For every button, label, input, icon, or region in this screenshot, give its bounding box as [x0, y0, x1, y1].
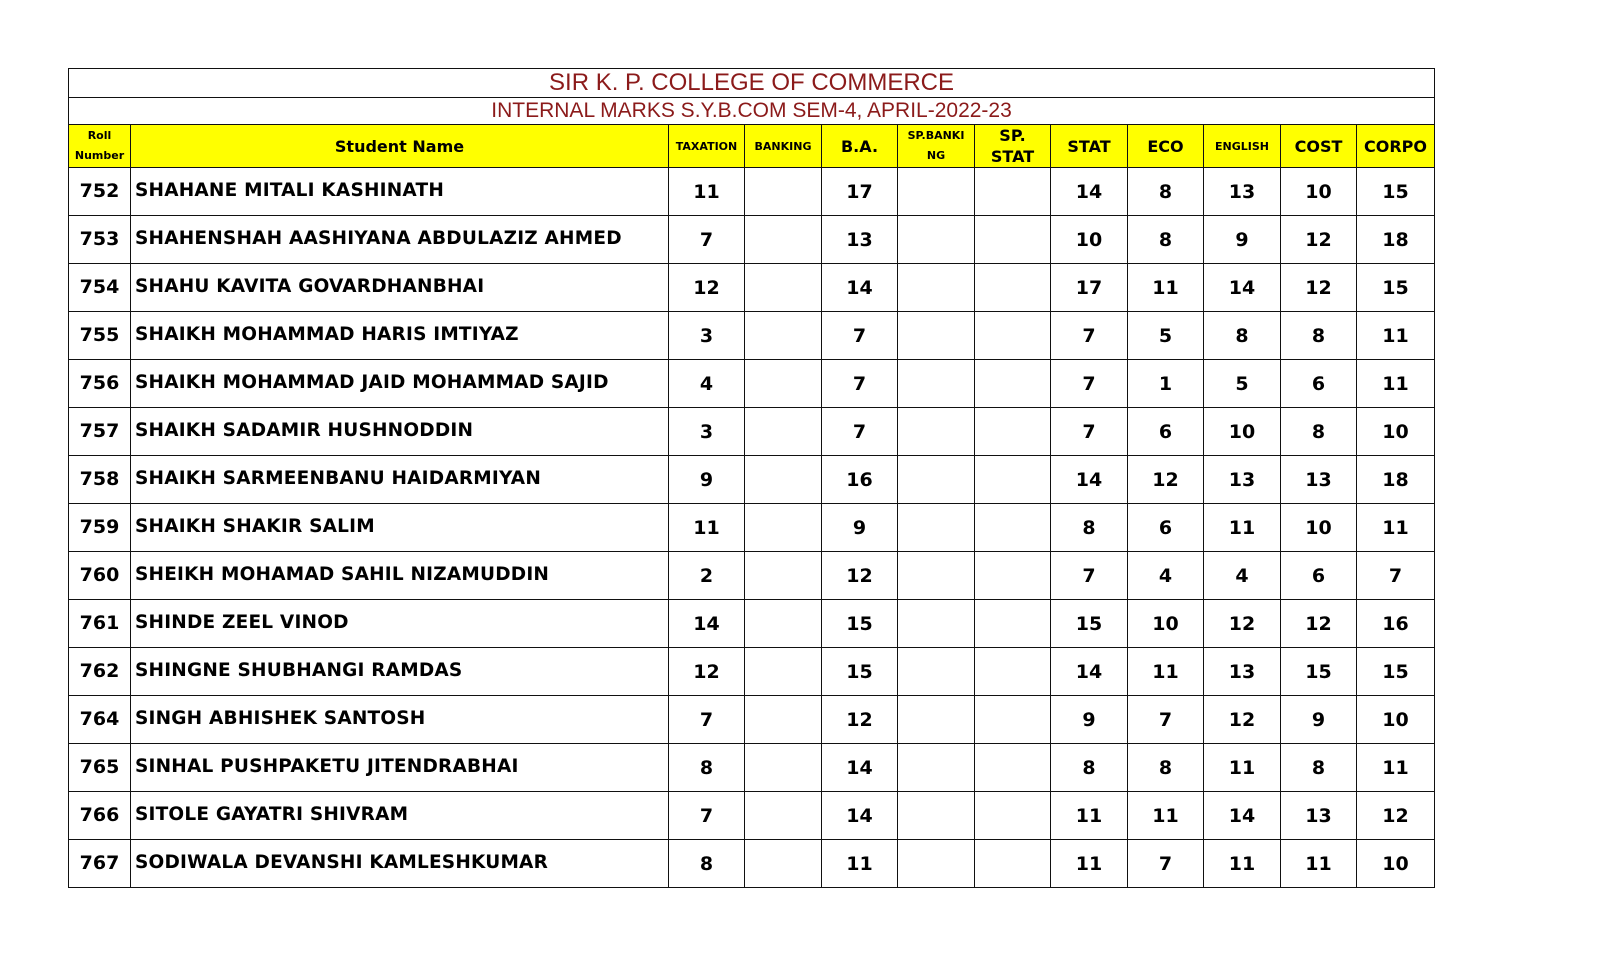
cell-banking	[745, 600, 822, 648]
cell-stat: 14	[1051, 168, 1128, 216]
cell-taxation: 3	[669, 312, 745, 360]
cell-eco: 8	[1128, 216, 1204, 264]
cell-eco: 4	[1128, 552, 1204, 600]
cell-sp-banking	[898, 264, 975, 312]
cell-roll: 759	[69, 504, 131, 552]
cell-ba: 12	[822, 552, 898, 600]
cell-ba: 9	[822, 504, 898, 552]
cell-ba: 14	[822, 264, 898, 312]
cell-cost: 8	[1281, 744, 1357, 792]
cell-banking	[745, 312, 822, 360]
cell-cost: 12	[1281, 264, 1357, 312]
cell-english: 13	[1204, 648, 1281, 696]
cell-name: SHAHANE MITALI KASHINATH	[131, 168, 669, 216]
cell-eco: 6	[1128, 408, 1204, 456]
cell-banking	[745, 744, 822, 792]
cell-cost: 9	[1281, 696, 1357, 744]
cell-name: SHAIKH SADAMIR HUSHNODDIN	[131, 408, 669, 456]
cell-eco: 6	[1128, 504, 1204, 552]
cell-roll: 760	[69, 552, 131, 600]
table-row	[69, 840, 1435, 888]
cell-sp-stat	[975, 264, 1051, 312]
cell-ba: 7	[822, 360, 898, 408]
header-cost: COST	[1281, 125, 1357, 168]
cell-eco: 8	[1128, 744, 1204, 792]
table-row	[69, 744, 1435, 792]
cell-cost: 8	[1281, 312, 1357, 360]
cell-sp-banking	[898, 600, 975, 648]
cell-english: 12	[1204, 600, 1281, 648]
cell-sp-stat	[975, 168, 1051, 216]
cell-cost: 6	[1281, 552, 1357, 600]
cell-ba: 16	[822, 456, 898, 504]
cell-ba: 13	[822, 216, 898, 264]
cell-roll: 753	[69, 216, 131, 264]
cell-ba: 11	[822, 840, 898, 888]
cell-name: SHAIKH SHAKIR SALIM	[131, 504, 669, 552]
cell-banking	[745, 552, 822, 600]
cell-ba: 14	[822, 792, 898, 840]
college-name: SIR K. P. COLLEGE OF COMMERCE	[69, 69, 1435, 98]
cell-corpo: 16	[1357, 600, 1435, 648]
cell-sp-stat	[975, 600, 1051, 648]
cell-ba: 7	[822, 408, 898, 456]
cell-corpo: 11	[1357, 504, 1435, 552]
cell-stat: 11	[1051, 792, 1128, 840]
cell-sp-stat	[975, 792, 1051, 840]
cell-roll: 761	[69, 600, 131, 648]
cell-name: SHINDE ZEEL VINOD	[131, 600, 669, 648]
cell-banking	[745, 696, 822, 744]
cell-taxation: 11	[669, 168, 745, 216]
column-header-row	[69, 125, 1435, 168]
cell-cost: 13	[1281, 792, 1357, 840]
cell-sp-stat	[975, 216, 1051, 264]
cell-sp-stat	[975, 744, 1051, 792]
cell-cost: 13	[1281, 456, 1357, 504]
cell-sp-banking	[898, 168, 975, 216]
header-roll-number	[69, 125, 131, 168]
cell-corpo: 11	[1357, 312, 1435, 360]
cell-corpo: 18	[1357, 456, 1435, 504]
cell-stat: 10	[1051, 216, 1128, 264]
cell-ba: 12	[822, 696, 898, 744]
cell-sp-stat	[975, 648, 1051, 696]
cell-sp-banking	[898, 216, 975, 264]
cell-roll: 767	[69, 840, 131, 888]
cell-corpo: 11	[1357, 360, 1435, 408]
cell-name: SHAIKH MOHAMMAD HARIS IMTIYAZ	[131, 312, 669, 360]
cell-eco: 5	[1128, 312, 1204, 360]
cell-english: 12	[1204, 696, 1281, 744]
header-banking: BANKING	[745, 125, 822, 168]
table-row	[69, 408, 1435, 456]
cell-roll: 755	[69, 312, 131, 360]
cell-name: SINHAL PUSHPAKETU JITENDRABHAI	[131, 744, 669, 792]
cell-ba: 14	[822, 744, 898, 792]
cell-ba: 15	[822, 600, 898, 648]
cell-eco: 8	[1128, 168, 1204, 216]
table-row	[69, 360, 1435, 408]
cell-name: SODIWALA DEVANSHI KAMLESHKUMAR	[131, 840, 669, 888]
cell-roll: 756	[69, 360, 131, 408]
cell-banking	[745, 264, 822, 312]
cell-cost: 10	[1281, 168, 1357, 216]
cell-taxation: 9	[669, 456, 745, 504]
cell-name: SHAIKH MOHAMMAD JAID MOHAMMAD SAJID	[131, 360, 669, 408]
cell-banking	[745, 648, 822, 696]
cell-name: SHAIKH SARMEENBANU HAIDARMIYAN	[131, 456, 669, 504]
cell-stat: 7	[1051, 312, 1128, 360]
cell-sp-banking	[898, 696, 975, 744]
cell-roll: 762	[69, 648, 131, 696]
cell-name: SINGH ABHISHEK SANTOSH	[131, 696, 669, 744]
cell-sp-banking	[898, 360, 975, 408]
table-row	[69, 792, 1435, 840]
cell-taxation: 8	[669, 744, 745, 792]
cell-english: 11	[1204, 744, 1281, 792]
cell-sp-stat	[975, 696, 1051, 744]
table-row	[69, 552, 1435, 600]
header-student-name: Student Name	[131, 125, 669, 168]
cell-cost: 10	[1281, 504, 1357, 552]
header-eco: ECO	[1128, 125, 1204, 168]
cell-stat: 8	[1051, 744, 1128, 792]
cell-name: SHEIKH MOHAMAD SAHIL NIZAMUDDIN	[131, 552, 669, 600]
header-taxation: TAXATION	[669, 125, 745, 168]
cell-name: SHAHENSHAH AASHIYANA ABDULAZIZ AHMED	[131, 216, 669, 264]
table-row	[69, 264, 1435, 312]
table-row	[69, 168, 1435, 216]
cell-corpo: 12	[1357, 792, 1435, 840]
cell-sp-banking	[898, 840, 975, 888]
cell-eco: 12	[1128, 456, 1204, 504]
cell-corpo: 15	[1357, 168, 1435, 216]
cell-english: 9	[1204, 216, 1281, 264]
cell-banking	[745, 360, 822, 408]
marks-table	[68, 68, 1435, 888]
cell-taxation: 7	[669, 216, 745, 264]
cell-english: 13	[1204, 456, 1281, 504]
cell-banking	[745, 216, 822, 264]
header-stat: STAT	[1051, 125, 1128, 168]
cell-taxation: 7	[669, 696, 745, 744]
cell-sp-banking	[898, 792, 975, 840]
cell-stat: 7	[1051, 408, 1128, 456]
cell-sp-stat	[975, 456, 1051, 504]
header-english: ENGLISH	[1204, 125, 1281, 168]
cell-sp-stat	[975, 360, 1051, 408]
cell-banking	[745, 792, 822, 840]
cell-roll: 766	[69, 792, 131, 840]
header-sp-stat-line1: SP.	[999, 126, 1026, 145]
cell-eco: 7	[1128, 696, 1204, 744]
cell-english: 11	[1204, 504, 1281, 552]
cell-english: 14	[1204, 264, 1281, 312]
cell-english: 8	[1204, 312, 1281, 360]
table-row	[69, 648, 1435, 696]
cell-cost: 6	[1281, 360, 1357, 408]
cell-stat: 9	[1051, 696, 1128, 744]
header-sp-banking-line2: NG	[926, 149, 946, 162]
cell-stat: 14	[1051, 648, 1128, 696]
cell-english: 5	[1204, 360, 1281, 408]
cell-cost: 8	[1281, 408, 1357, 456]
cell-sp-banking	[898, 648, 975, 696]
table-row	[69, 456, 1435, 504]
cell-ba: 7	[822, 312, 898, 360]
cell-roll: 757	[69, 408, 131, 456]
cell-taxation: 7	[669, 792, 745, 840]
cell-corpo: 15	[1357, 648, 1435, 696]
header-roll-line1: Roll	[87, 129, 112, 142]
cell-stat: 7	[1051, 552, 1128, 600]
cell-english: 13	[1204, 168, 1281, 216]
cell-corpo: 15	[1357, 264, 1435, 312]
cell-english: 4	[1204, 552, 1281, 600]
sheet-subtitle: INTERNAL MARKS S.Y.B.COM SEM-4, APRIL-2022-23	[69, 98, 1435, 125]
cell-stat: 8	[1051, 504, 1128, 552]
cell-name: SHINGNE SHUBHANGI RAMDAS	[131, 648, 669, 696]
cell-cost: 15	[1281, 648, 1357, 696]
cell-roll: 754	[69, 264, 131, 312]
header-ba: B.A.	[822, 125, 898, 168]
header-sp-banking-line1: SP.BANKI	[907, 129, 965, 142]
table-row	[69, 504, 1435, 552]
table-row	[69, 216, 1435, 264]
cell-sp-stat	[975, 408, 1051, 456]
college-title-row	[69, 69, 1435, 98]
cell-taxation: 8	[669, 840, 745, 888]
cell-banking	[745, 840, 822, 888]
cell-roll: 752	[69, 168, 131, 216]
cell-roll: 758	[69, 456, 131, 504]
cell-sp-stat	[975, 552, 1051, 600]
cell-sp-stat	[975, 312, 1051, 360]
cell-stat: 11	[1051, 840, 1128, 888]
cell-sp-banking	[898, 744, 975, 792]
cell-corpo: 11	[1357, 744, 1435, 792]
header-sp-stat	[975, 125, 1051, 168]
cell-eco: 11	[1128, 264, 1204, 312]
cell-taxation: 12	[669, 648, 745, 696]
cell-sp-banking	[898, 552, 975, 600]
cell-stat: 17	[1051, 264, 1128, 312]
cell-roll: 765	[69, 744, 131, 792]
cell-english: 14	[1204, 792, 1281, 840]
header-sp-stat-line2: STAT	[990, 147, 1035, 166]
subtitle-row	[69, 98, 1435, 125]
cell-eco: 10	[1128, 600, 1204, 648]
cell-taxation: 4	[669, 360, 745, 408]
cell-stat: 14	[1051, 456, 1128, 504]
cell-taxation: 11	[669, 504, 745, 552]
header-roll-line2: Number	[74, 149, 125, 162]
cell-english: 11	[1204, 840, 1281, 888]
cell-sp-stat	[975, 504, 1051, 552]
cell-ba: 17	[822, 168, 898, 216]
cell-cost: 12	[1281, 600, 1357, 648]
header-sp-banking	[898, 125, 975, 168]
table-row	[69, 600, 1435, 648]
cell-eco: 7	[1128, 840, 1204, 888]
cell-sp-banking	[898, 312, 975, 360]
cell-sp-stat	[975, 840, 1051, 888]
cell-banking	[745, 504, 822, 552]
cell-english: 10	[1204, 408, 1281, 456]
cell-taxation: 2	[669, 552, 745, 600]
cell-corpo: 10	[1357, 408, 1435, 456]
cell-banking	[745, 168, 822, 216]
cell-sp-banking	[898, 456, 975, 504]
cell-corpo: 18	[1357, 216, 1435, 264]
cell-taxation: 3	[669, 408, 745, 456]
cell-sp-banking	[898, 408, 975, 456]
cell-cost: 12	[1281, 216, 1357, 264]
cell-name: SITOLE GAYATRI SHIVRAM	[131, 792, 669, 840]
table-row	[69, 312, 1435, 360]
cell-sp-banking	[898, 504, 975, 552]
cell-eco: 11	[1128, 648, 1204, 696]
cell-stat: 15	[1051, 600, 1128, 648]
cell-corpo: 10	[1357, 840, 1435, 888]
cell-roll: 764	[69, 696, 131, 744]
cell-stat: 7	[1051, 360, 1128, 408]
cell-banking	[745, 456, 822, 504]
cell-taxation: 14	[669, 600, 745, 648]
cell-eco: 1	[1128, 360, 1204, 408]
cell-banking	[745, 408, 822, 456]
cell-corpo: 10	[1357, 696, 1435, 744]
cell-name: SHAHU KAVITA GOVARDHANBHAI	[131, 264, 669, 312]
cell-ba: 15	[822, 648, 898, 696]
table-row	[69, 696, 1435, 744]
header-corpo: CORPO	[1357, 125, 1435, 168]
cell-cost: 11	[1281, 840, 1357, 888]
cell-eco: 11	[1128, 792, 1204, 840]
cell-corpo: 7	[1357, 552, 1435, 600]
cell-taxation: 12	[669, 264, 745, 312]
